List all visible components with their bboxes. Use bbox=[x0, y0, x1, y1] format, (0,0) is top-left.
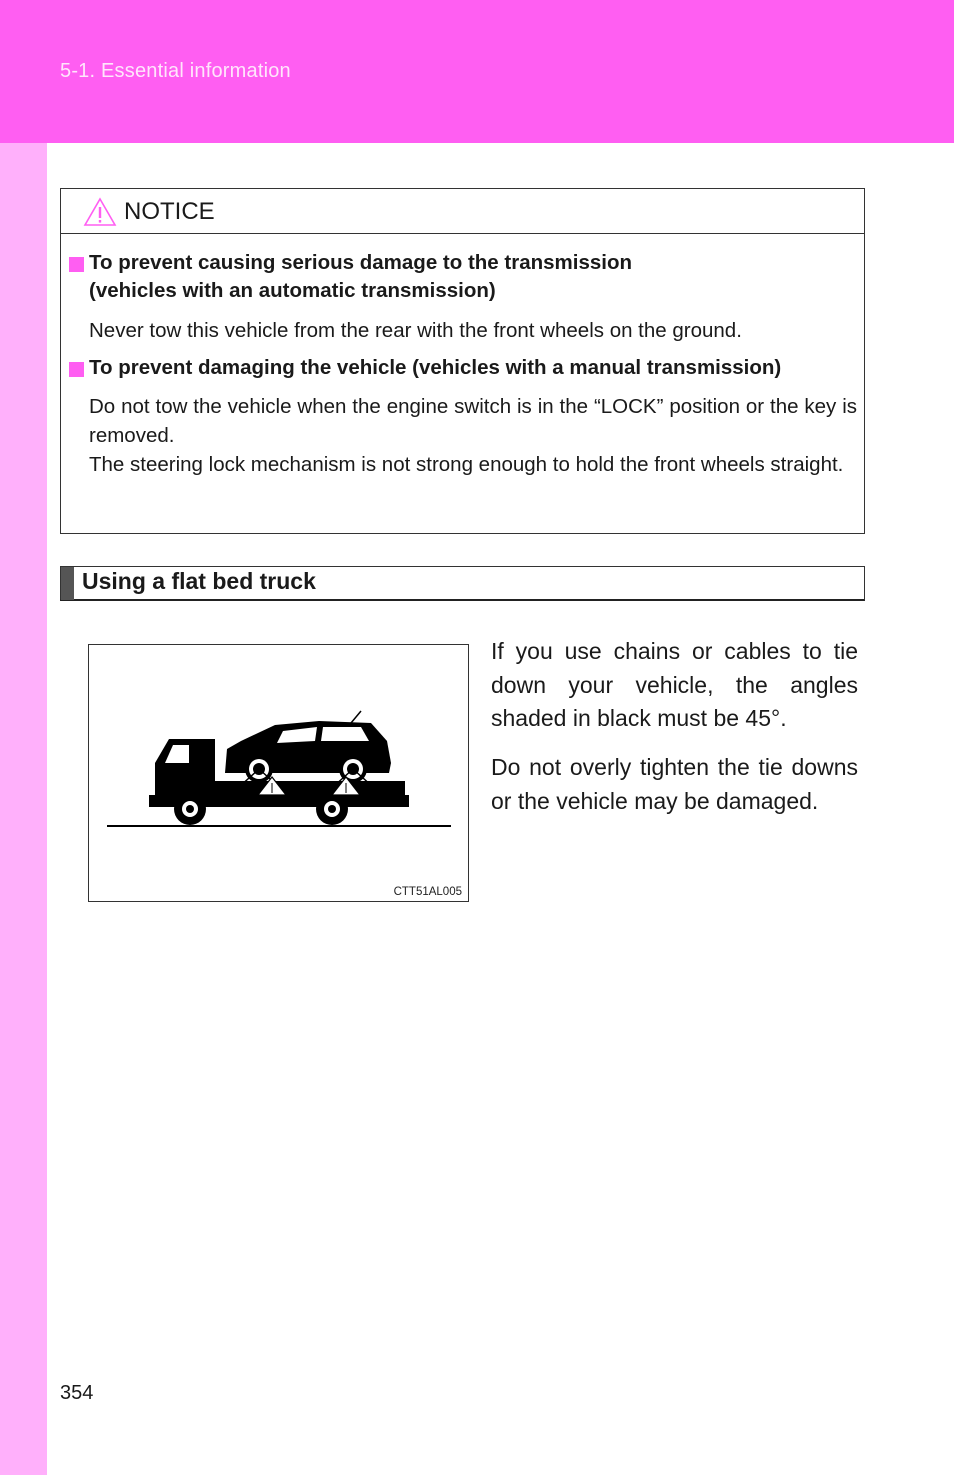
figure-box bbox=[88, 644, 469, 902]
heading-bar bbox=[61, 567, 74, 600]
pink-square-bullet-icon bbox=[69, 257, 84, 272]
pink-square-bullet-icon bbox=[69, 362, 84, 377]
section-label: 5-1. Essential information bbox=[60, 60, 291, 82]
section-heading bbox=[60, 566, 865, 601]
body-paragraph-2: Do not overly tighten the tie downs or the vehicle may be damaged. bbox=[491, 754, 858, 814]
notice-item-title: To prevent damaging the vehicle (vehicles with a manual transmission) bbox=[89, 356, 782, 379]
body-paragraph-1: If you use chains or cables to tie down your vehicle, the angles shaded in black must be 45°. bbox=[491, 638, 858, 731]
notice-item-text: Never tow this vehicle from the rear with the front wheels on the ground. bbox=[89, 319, 742, 342]
side-strip bbox=[0, 143, 47, 1475]
notice-item-text: Do not tow the vehicle when the engine switch is in the “LOCK” position or the key is removed. bbox=[89, 395, 857, 447]
notice-box bbox=[60, 188, 865, 534]
page-number: 354 bbox=[60, 1382, 94, 1404]
notice-item-text-2: The steering lock mechanism is not strong enough to hold the front wheels straight. bbox=[89, 453, 844, 476]
figure-code: CTT51AL005 bbox=[393, 886, 462, 898]
notice-header bbox=[61, 189, 864, 234]
header-band bbox=[0, 0, 954, 143]
notice-item-title: To prevent causing serious damage to the transmission bbox=[89, 251, 632, 274]
notice-title: NOTICE bbox=[124, 198, 215, 225]
notice-item-title-line2: (vehicles with an automatic transmission) bbox=[89, 279, 496, 302]
flat-bed-truck-illustration bbox=[89, 645, 468, 901]
warning-triangle-icon bbox=[83, 197, 117, 227]
heading-text: Using a flat bed truck bbox=[82, 568, 316, 594]
